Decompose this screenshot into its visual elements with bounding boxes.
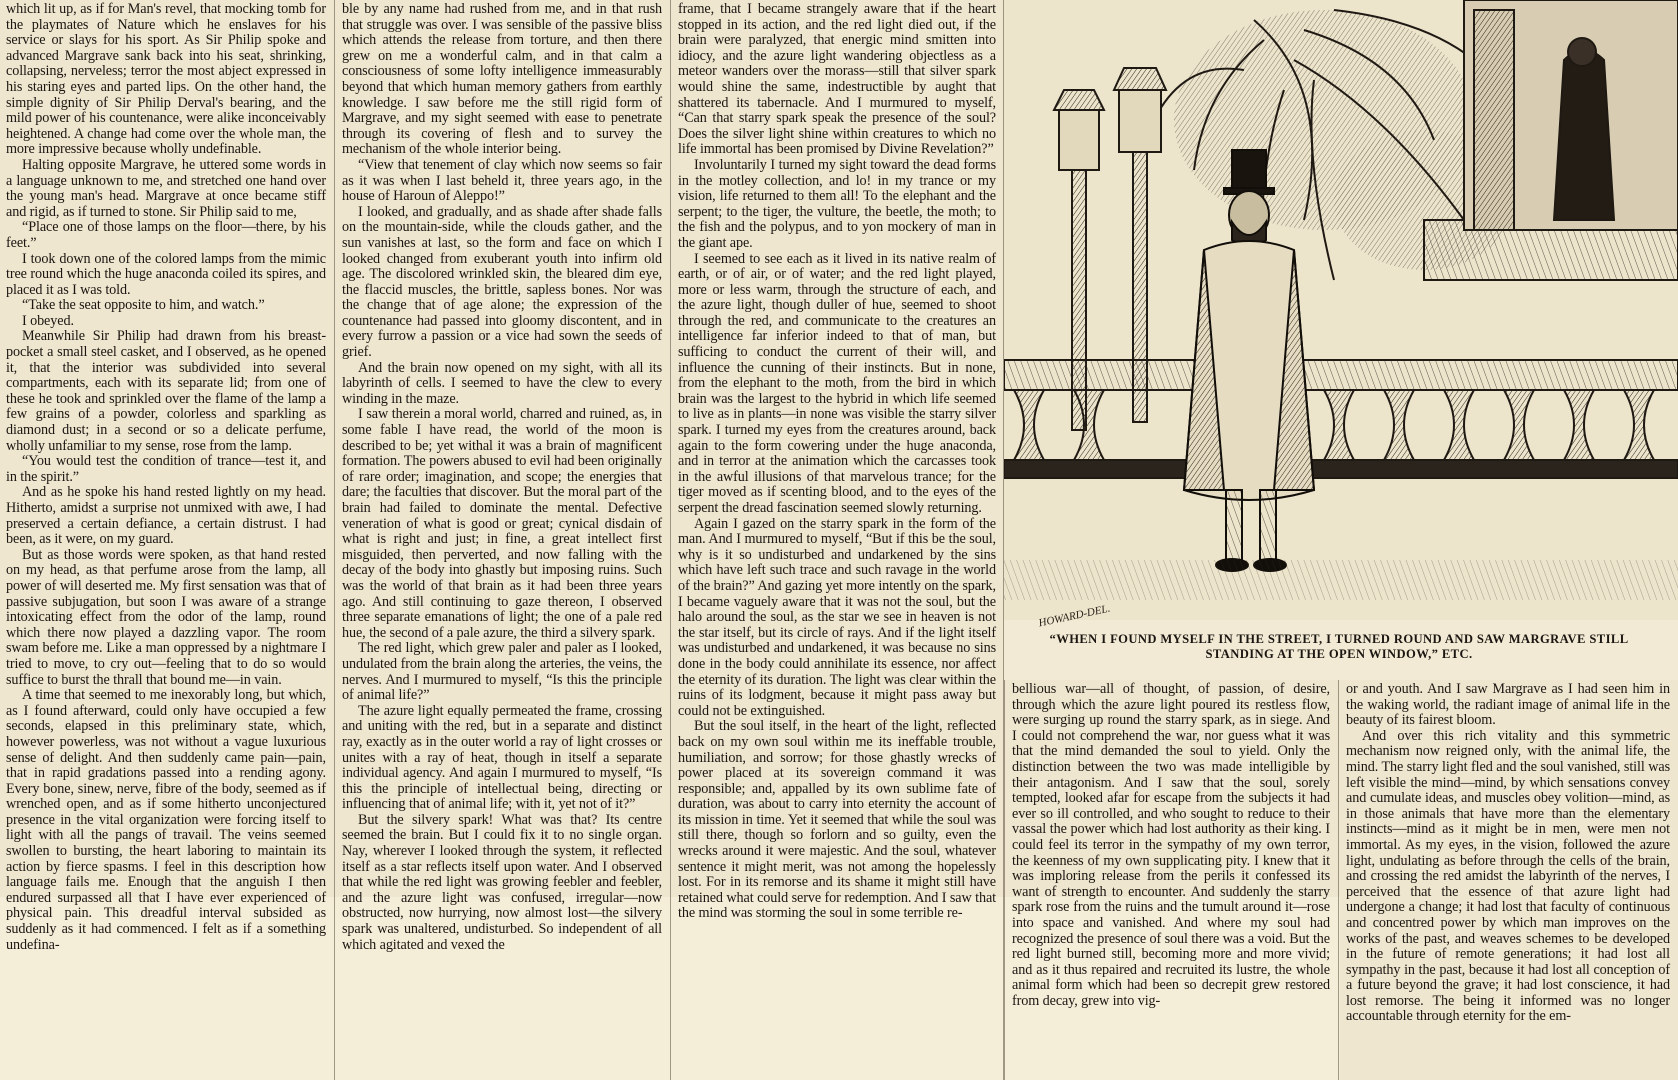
paragraph: But the soul itself, in the heart of the light, reflected back on my own soul within me its ineffable trouble, humiliation, and sorrow; for those ghastly wrecks of power placed at its sovereign command it was responsible; and, appalled by its own sublime fate of duration, was about to carry into eternity the account of its mission in time. Yet it seemed that while the soul was still there, though so forlorn and so guilty, even the wrecks around it were majestic. And the soul, whatever sentence it might merit, was not among the hopelessly lost. For in its remorse and its shame it might still have retained what could serve for redemption. And I saw that the mind was storming the soul in some terrible re- <box>678 718 996 922</box>
paragraph: I saw therein a moral world, charred and ruined, as, in some fable I have read, the world of the moon is described to be; yet withal it was a brain of magnificent formation. The powers abused to evil had been originally of rare order; imagination, and scope; the energies that dare; the faculties that discover. But the moral part of the brain had failed to dominate the mental. Defective veneration of what is good or great; cynical disdain of what is right and just; in fine, a great intellect first misguided, then perverted, and now falling with the decay of the body into ghastly but imposing ruins. Such was the world of that brain as it had been three years ago. And still continuing to gaze thereon, I observed three separate emanations of light; the one of a pale red hue, the second of a pale azure, the third a silvery spark. <box>342 406 662 641</box>
paragraph: I seemed to see each as it lived in its native realm of earth, or of air, or of water; and the red light played, more or less warm, through the structure of each, and the azure light, though duller of hue, seemed to shoot through the red, and communicate to the creatures an intelligence far inferior indeed to that of man, but sufficing to conduct the current of their will, and influence the cunning of their instincts. But in none, from the elephant to the moth, from the bird in which brain was the largest to the hybrid in which life seemed to live as in plants—in none was visible the starry silver spark. I turned my eyes from the creatures around, back again to the form cowering under the huge anaconda, and in terror at the animation which the carcasses took in the awful illusions of that marvelous trance; for the tiger moved as if scenting blood, and to the eyes of the serpent the dread fascination seemed slowly returning. <box>678 250 996 516</box>
text-column-3 <box>672 0 1002 1080</box>
paragraph: or and youth. And I saw Margrave as I had seen him in the waking world, the radiant image of animal life in the beauty of its fairest bloom. <box>1346 681 1670 729</box>
text-column-1 <box>0 0 332 1080</box>
paragraph: Halting opposite Margrave, he uttered some words in a language unknown to me, and stretched one hand over the young man's head. Margrave at once became stiff and rigid, as if turned to stone. Sir Philip said to me, <box>6 156 326 220</box>
paragraph: “You would test the condition of trance—test it, and in the spirit.” <box>6 453 326 485</box>
paragraph: which lit up, as if for Man's revel, that mocking tomb for the playmates of Nature which he enslaves for his service or slays for his sport. As Sir Philip spoke and advanced Margrave sank back into his seat, shrinking, collapsing, nerveless; terror the most abject expressed in his staring eyes and parted lips. On the other hand, the simple dignity of Sir Philip Derval's bearing, and the mild power of his countenance, were alike inconceivably heightened. A change had come over the whole man, the more impressive because wholly undefinable. <box>6 1 326 158</box>
column-rule <box>1338 680 1339 1080</box>
paragraph: bellious war—all of thought, of passion, of desire, through which the azure light poured its restless flow, were surging up round the starry spark, as in siege. And I could not comprehend the war, nor guess what it was that the mind demanded the soul to yield. Only the distinction between the two was made intelligible by their antagonism. And I saw that the soul, sorely tempted, looked afar for escape from the subjects it had ever so ill controlled, and who sought to reduce to their vassal the power which had lost authority as their king. I could feel its terror in the sympathy of my own terror, the keenness of my own supplicating pity. I knew that it was imploring release from the perils it confessed its want of strength to encounter. And suddenly the starry spark rose from the ruins and the tumult around it—rose into space and vanished. And where my soul had recognized the presence of soul there was a void. But the red light burned still, becoming more and more vivid; and as it thus repaired and recruited its lustre, the whole animal form which had been so decrepit grew restored from decay, grew into vig- <box>1012 681 1330 1009</box>
illustration-caption: “WHEN I FOUND MYSELF IN THE STREET, I TURNED ROUND AND SAW MARGRAVE STILL STANDING AT THE OPEN WINDOW,” ETC. <box>1049 632 1629 661</box>
engraving-illustration <box>1004 0 1678 680</box>
text-column-2 <box>336 0 668 1080</box>
paragraph: Involuntarily I turned my sight toward the dead forms in the motley collection, and lo! in my trance or my vision, life returned to them all! To the elephant and the serpent; to the tiger, the vulture, the beetle, the moth; to the fish and the polypus, and to yon mockery of man in the giant ape. <box>678 156 996 251</box>
paragraph: Meanwhile Sir Philip had drawn from his breast-pocket a small steel casket, and I observed, as he opened it, that the interior was subdivided into several compartments, each with its separate lid; from one of these he took and sprinkled over the flame of the lamp a few grains of a powder, colorless and sparkling as diamond dust; in a second or so a delicate perfume, wholly unfamiliar to my sense, rose from the lamp. <box>6 328 326 454</box>
paragraph: I looked, and gradually, and as shade after shade falls on the mountain-side, while the clouds gather, and the sun vanishes at last, so the form and face on which I looked changed from exuberant youth into infirm old age. The discolored wrinkled skin, the bleared dim eye, the flaccid muscles, the brittle, sapless bones. Nor was the change that of age alone; the expression of the countenance had passed into gloomy discontent, and in every furrow a passion or a vice had sown the seeds of grief. <box>342 203 662 361</box>
paragraph: And over this rich vitality and this symmetric mechanism now reigned only, with the animal life, the mind. The starry light fled and the soul vanished, still was left visible the mind—mind, by which sensations convey and cumulate ideas, and muscles obey volition—mind, as in those animals that have more than the elementary instincts—mind as it might be in men, were men not immortal. As my eyes, in the vision, followed the azure light, undulating as before through the cells of the brain, and crossing the red amidst the labyrinth of the nerves, I perceived that the essence of that azure light had undergone a change; it had lost that faculty of continuous and concentred power by which man improves on the works of the past, and weaves schemes to be developed in the future of remote generations; it had lost all sympathy in the past, because it had lost all conception of a future beyond the grave; it had lost conscience, it had lost remorse. The being it informed was no longer accountable through eternity for the em- <box>1346 727 1670 1025</box>
paragraph: “Take the seat opposite to him, and watch.” <box>22 297 265 314</box>
paragraph: Again I gazed on the starry spark in the form of the man. And I murmured to myself, “But if this be the soul, why is it so undisturbed and undarkened by the sins which have left such trace and such ravage in the world of the brain?” And gazing yet more intently on the spark, I became vaguely aware that it was not the soul, but the halo around the soul, as the star we see in heaven is not the star itself, but its circle of rays. And if the light itself was undisturbed and undarkened, it was because no sins done in the body could annihilate its essence, nor affect the eternity of its duration. The light was clear within the ruins of its lodgment, because it might pass away but could not be extinguished. <box>678 515 996 719</box>
paragraph: The azure light equally permeated the frame, crossing and uniting with the red, but in a separate and distinct ray, exactly as in the outer world a ray of light crosses or unites with a ray of heat, though in itself a separate individual agency. And again I murmured to myself, “Is this the principle of intellectual being, directing or influencing that of animal life; with it, yet not of it?” <box>342 702 662 813</box>
paragraph: I took down one of the colored lamps from the mimic tree round which the huge anaconda coiled its spires, and placed it as I was told. <box>6 250 326 298</box>
paragraph: ble by any name had rushed from me, and in that rush that struggle was over. I was sensible of the passive bliss which attends the release from torture, and then there grew on me a wonderful calm, and in that calm a consciousness of some lofty intelligence immeasurably beyond that which human memory gathers from earthly knowledge. I saw before me the still rigid form of Margrave, and my sight seemed with ease to penetrate through its covering of flesh and to survey the mechanism of the whole interior being. <box>342 1 662 158</box>
paragraph: “View that tenement of clay which now seems so fair as it was when I last beheld it, three years ago, in the house of Haroun of Aleppo!” <box>342 156 662 205</box>
paragraph: And as he spoke his hand rested lightly on my head. Hitherto, amidst a surprise not unmixed with awe, I had preserved a certain defiance, a certain distrust. I had been, as it were, on my guard. <box>6 484 326 548</box>
paragraph: But as those words were spoken, as that hand rested on my head, as that perfume arose from the lamp, all power of will deserted me. My first sensation was that of passive subjugation, but soon I was aware of a strange intoxicating effect from the odor of the lamp, round which there now played a dazzling vapor. The room swam before me. Like a man oppressed by a nightmare I tried to move, to cry out—feeling that to do so would suffice to burst the thrall that bound me—in vain. <box>6 546 326 688</box>
paragraph: A time that seemed to me inexorably long, but which, as I found afterward, could only have occupied a few seconds, elapsed in this preliminary state, which, however powerless, was not without a vague luxurious sense of delight. And then suddenly came pain—pain, that in rapid gradations passed into a rending agony. Every bone, sinew, nerve, fibre of the body, seemed as if wrenched open, and as if some hitherto unconjectured presence in the vital organization were forcing itself to light with all the pangs of travail. The veins seemed swollen to bursting, the heart laboring to maintain its action by fierce spasms. I feel in this description how language fails me. Enough that the anguish I then endured surpassed all that I have ever experienced of physical pain. This dreadful interval subsided as suddenly as it had commenced. I felt as if a something undefina- <box>6 687 326 953</box>
paragraph: “Place one of those lamps on the floor—there, by his feet.” <box>6 219 326 251</box>
engraver-signature: HOWARD-DEL. <box>1037 602 1112 630</box>
column-rule <box>670 0 671 1080</box>
street-scene-engraving <box>1004 0 1678 680</box>
column-rule <box>1004 680 1005 1080</box>
paragraph: The red light, which grew paler and paler as I looked, undulated from the brain along the arteries, the veins, the nerves. And I murmured to myself, “Is this the principle of animal life?” <box>342 640 662 704</box>
text-column-4 <box>1006 680 1336 1080</box>
paragraph: But the silvery spark! What was that? Its centre seemed the brain. But I could fix it to no single organ. Nay, wherever I looked through the system, it reflected itself as a star reflects itself upon water. And I observed that while the red light was growing feebler and feebler, and the azure light was confused, irregular—now obstructed, now hurrying, now almost lost—the silvery spark was unaltered, undisturbed. So independent of all which agitated and vexed the <box>342 811 662 953</box>
column-rule <box>334 0 335 1080</box>
paragraph: frame, that I became strangely aware that if the heart stopped in its action, and the red light died out, if the brain were paralyzed, that energic mind smitten into idiocy, and the azure light wandering objectless as a meteor wanders over the morass—still that silver spark would shine the same, indestructible by aught that shattered its tabernacle. And I murmured to myself, “Can that starry spark speak the presence of the soul? Does the silver light shine within creatures to which no life immortal has been promised by Divine Revelation?” <box>678 1 996 158</box>
paragraph: I obeyed. <box>22 312 74 329</box>
text-column-5 <box>1340 680 1676 1080</box>
paragraph: And the brain now opened on my sight, with all its labyrinth of cells. I seemed to have the clew to every winding in the maze. <box>342 359 662 407</box>
